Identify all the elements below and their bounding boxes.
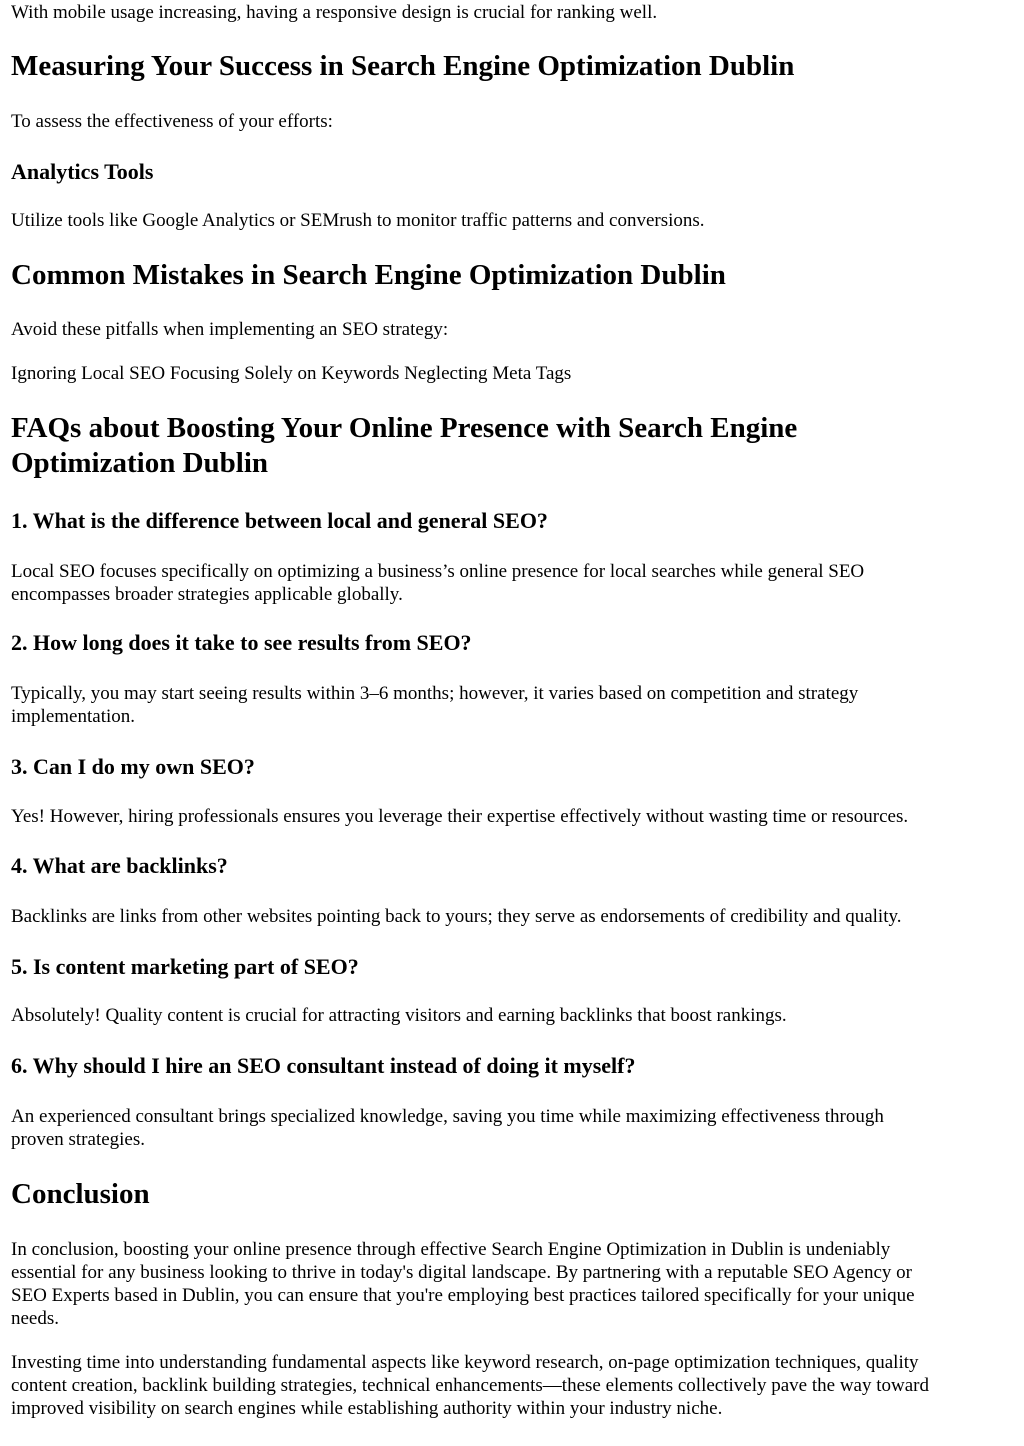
faq-question: 1. What is the difference between local and general SEO?	[11, 508, 548, 533]
faq-answer-line: An experienced consultant brings specialized knowledge, saving you time while maximizing effectiveness through	[11, 1106, 884, 1127]
faq-answer: Absolutely! Quality content is crucial for attracting visitors and earning backlinks that boost rankings.	[11, 1005, 787, 1026]
faq-question: 6. Why should I hire an SEO consultant instead of doing it myself?	[11, 1053, 636, 1078]
faq-question: 2. How long does it take to see results from SEO?	[11, 630, 472, 655]
conclusion-line: improved visibility on search engines while establishing authority within your industry niche.	[11, 1398, 723, 1419]
conclusion-line: content creation, backlink building strategies, technical enhancements—these elements collectively pave the way toward	[11, 1375, 929, 1396]
faqs-heading	[11, 411, 797, 481]
conclusion-line: essential for any business looking to thrive in today's digital landscape. By partnering with a reputable SEO Agency or	[11, 1262, 912, 1283]
conclusion-line: Investing time into understanding fundamental aspects like keyword research, on-page optimization techniques, quality	[11, 1352, 919, 1373]
faq-answer: Backlinks are links from other websites pointing back to yours; they serve as endorsements of credibility and quality.	[11, 906, 902, 927]
conclusion-line: In conclusion, boosting your online presence through effective Search Engine Optimization in Dublin is undeniably	[11, 1239, 891, 1260]
mistakes-heading: Common Mistakes in Search Engine Optimization Dublin	[11, 259, 726, 291]
mistakes-list: Ignoring Local SEO Focusing Solely on Keywords Neglecting Meta Tags	[11, 363, 572, 384]
faq-answer-line: Typically, you may start seeing results within 3–6 months; however, it varies based on competition and strategy	[11, 683, 859, 704]
faq-answer-line: implementation.	[11, 706, 136, 727]
analytics-tools-heading: Analytics Tools	[11, 159, 154, 184]
faq-question: 5. Is content marketing part of SEO?	[11, 954, 359, 979]
faq-answer-line: proven strategies.	[11, 1129, 146, 1150]
faq-answer: Yes! However, hiring professionals ensures you leverage their expertise effectively without wasting time or resources.	[11, 806, 909, 827]
faq-answer	[11, 682, 858, 728]
faq-answer	[11, 560, 864, 606]
faq-question: 4. What are backlinks?	[11, 853, 228, 878]
faq-answer	[11, 1105, 884, 1151]
mistakes-paragraph: Avoid these pitfalls when implementing an SEO strategy:	[11, 319, 449, 340]
measuring-heading: Measuring Your Success in Search Engine Optimization Dublin	[11, 50, 795, 82]
measuring-paragraph: To assess the effectiveness of your efforts:	[11, 111, 333, 132]
faqs-heading-line: FAQs about Boosting Your Online Presence with Search Engine	[11, 412, 798, 444]
conclusion-paragraph	[11, 1238, 915, 1330]
analytics-tools-paragraph: Utilize tools like Google Analytics or SEMrush to monitor traffic patterns and conversions.	[11, 210, 705, 231]
conclusion-paragraph	[11, 1351, 929, 1420]
faqs-heading-line: Optimization Dublin	[11, 447, 269, 479]
conclusion-line: needs.	[11, 1308, 60, 1329]
faq-answer-line: encompasses broader strategies applicable globally.	[11, 584, 403, 605]
faq-question: 3. Can I do my own SEO?	[11, 754, 255, 779]
conclusion-line: SEO Experts based in Dublin, you can ensure that you're employing best practices tailored specifically for your unique	[11, 1285, 915, 1306]
intro-paragraph: With mobile usage increasing, having a responsive design is crucial for ranking well.	[11, 2, 658, 23]
faq-answer-line: Local SEO focuses specifically on optimizing a business’s online presence for local searches while general SEO	[11, 561, 865, 582]
conclusion-heading: Conclusion	[11, 1178, 150, 1210]
